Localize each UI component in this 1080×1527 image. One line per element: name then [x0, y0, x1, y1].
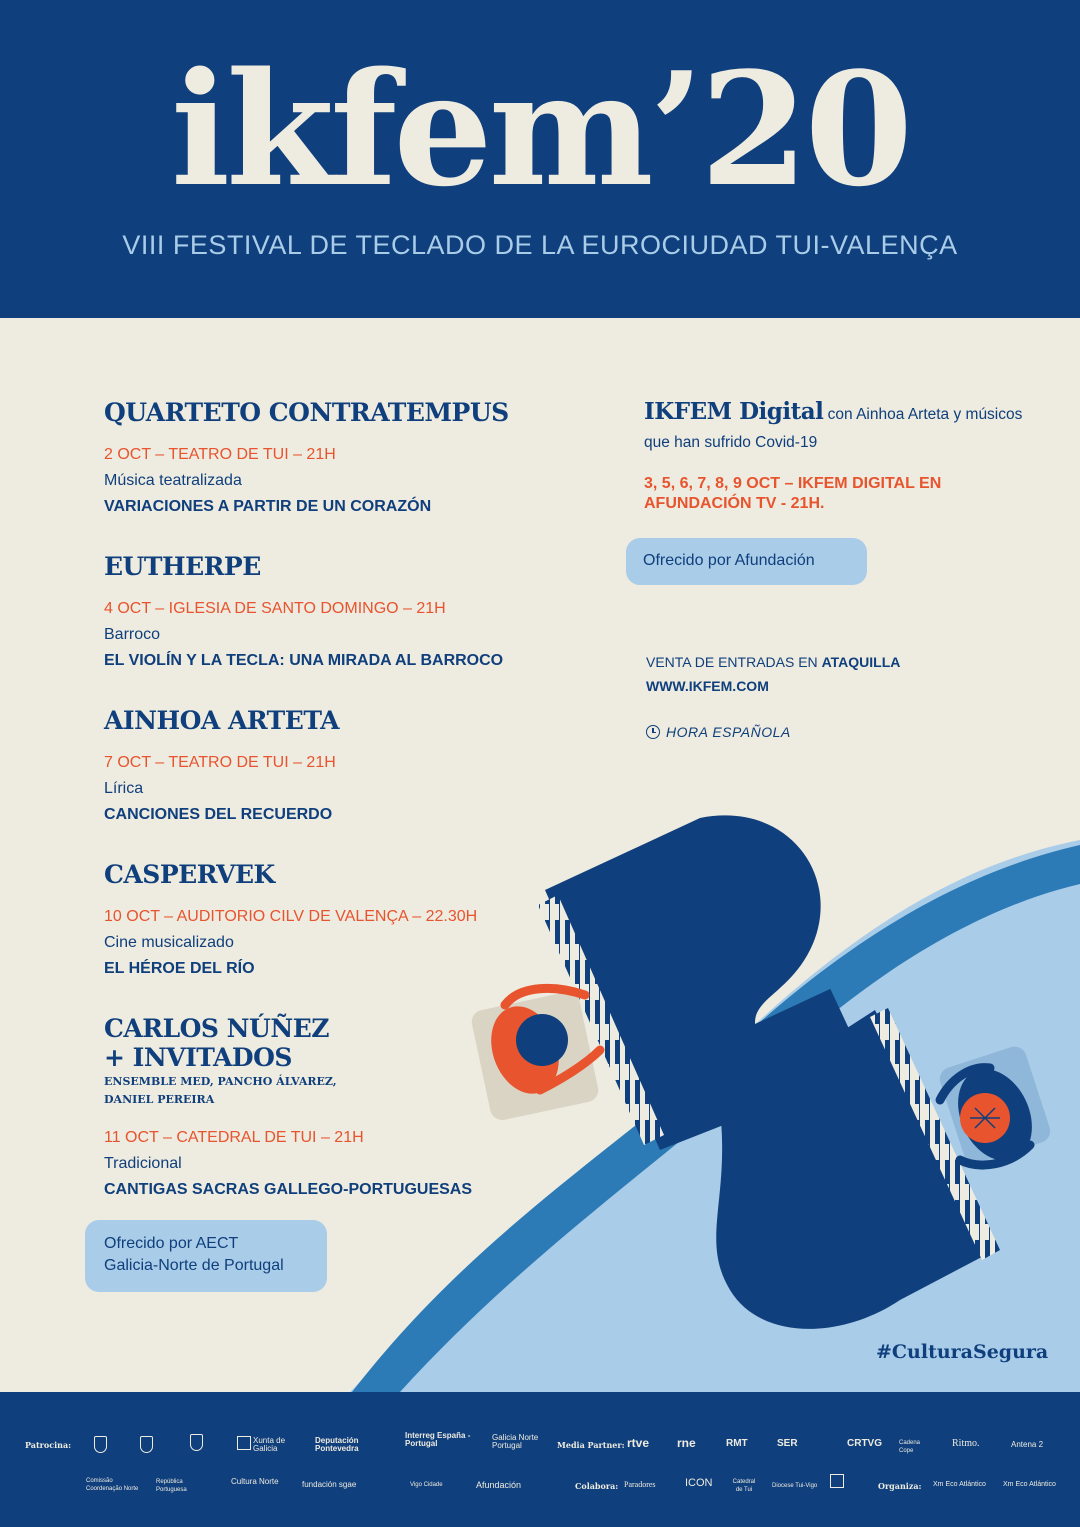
event-2-title: EUTHERPE: [104, 552, 261, 581]
media-partner-label: Media Partner:: [557, 1440, 625, 1450]
media-crtvg: CRTVG: [847, 1438, 882, 1449]
sponsor-catedral-tui: Catedral de Tui: [732, 1479, 756, 1493]
event-5-guests: ENSEMBLE MED, PANCHO ÁLVAREZ, DANIEL PEREIRA: [104, 1075, 337, 1106]
media-rmt: RMT: [726, 1438, 748, 1449]
sponsor-diocese: Diocese Tui-Vigo: [772, 1483, 818, 1489]
ticket-url-link[interactable]: WWW.IKFEM.COM: [646, 678, 769, 694]
sponsor-cultura-norte: Cultura Norte: [231, 1477, 279, 1486]
pianist-left-head: [516, 1014, 568, 1066]
sponsor-vigo: Vigo Cidade: [410, 1482, 443, 1488]
media-rtve: rtve: [627, 1436, 650, 1450]
event-1-date: 2 OCT – TEATRO DE TUI – 21H: [104, 446, 336, 463]
tui-emblem-icon: [830, 1474, 844, 1488]
event-5-work: CANTIGAS SACRAS GALLEGO-PORTUGUESAS: [104, 1181, 473, 1198]
event-1-genre: Música teatralizada: [104, 472, 242, 489]
sponsor-galicia-norte: Galicia Norte Portugal: [492, 1433, 539, 1450]
event-4-genre: Cine musicalizado: [104, 934, 234, 951]
event-4-title: CASPERVEK: [104, 860, 275, 889]
event-2-genre: Barroco: [104, 626, 161, 643]
sponsors-footer: [0, 1392, 1080, 1527]
sponsor-fundacion-sgae: fundación sgae: [302, 1480, 357, 1489]
organiza-label: Organiza:: [878, 1481, 922, 1491]
ikfem-digital-subtitle: con Ainhoa Arteta y músicos que han sufrido Covid-19: [644, 406, 1023, 451]
afundacion-pill-label: Ofrecido por Afundación: [643, 552, 815, 569]
event-3-title: AINHOA ARTETA: [104, 706, 339, 735]
event-5-title: CARLOS NÚÑEZ: [104, 1014, 329, 1043]
aect-line2: Galicia-Norte de Portugal: [104, 1257, 284, 1274]
media-cope: Cadena Cope: [899, 1440, 921, 1454]
sponsor-republica-portuguesa: República Portuguesa: [156, 1479, 187, 1493]
event-5-title-line2: + INVITADOS: [104, 1043, 292, 1072]
hashtag: #CulturaSegura: [876, 1341, 1049, 1363]
media-ritmo: Ritmo.: [952, 1438, 980, 1449]
sponsor-afundacion: Afundación: [476, 1480, 522, 1490]
ticket-sales-label: VENTA DE ENTRADAS EN: [646, 654, 818, 670]
event-2-work: EL VIOLÍN Y LA TECLA: UNA MIRADA AL BARROCO: [104, 652, 504, 669]
sponsor-paradores: Paradores: [624, 1480, 656, 1489]
ticket-sales-place: ATAQUILLA: [821, 654, 901, 670]
media-antena2: Antena 2: [1011, 1440, 1044, 1449]
colabora-label: Colabora:: [575, 1481, 619, 1491]
sponsor-icon: ICON: [685, 1477, 713, 1489]
event-5-date: 11 OCT – CATEDRAL DE TUI – 21H: [104, 1129, 364, 1146]
time-note-label: HORA ESPAÑOLA: [666, 724, 791, 740]
camara-valenca-shield-icon: [140, 1436, 153, 1453]
media-rne: rne: [677, 1436, 696, 1450]
event-4-work: EL HÉROE DEL RÍO: [104, 960, 255, 977]
organizer-2: Xm Eco Atlántico: [1003, 1481, 1056, 1488]
sponsor-ccdr-norte: Comissão Coordenação Norte: [86, 1478, 139, 1492]
event-4-date: 10 OCT – AUDITORIO CILV DE VALENÇA – 22.30H: [104, 908, 478, 925]
clock-icon: [646, 725, 660, 739]
ticket-sales-line: [646, 654, 900, 670]
aect-line1: Ofrecido por AECT: [104, 1235, 239, 1252]
event-3-genre: Lírica: [104, 780, 144, 797]
event-5-genre: Tradicional: [104, 1155, 182, 1172]
event-1-title: QUARTETO CONTRATEMPUS: [104, 398, 509, 427]
valenca-heart-icon: [190, 1434, 203, 1451]
ikfem-digital-title: IKFEM Digital: [644, 398, 824, 425]
concello-tui-shield-icon: [94, 1436, 107, 1453]
aect-sponsor-pill: [85, 1220, 327, 1292]
ikfem-digital-dates: 3, 5, 6, 7, 8, 9 OCT – IKFEM DIGITAL EN AFUNDACIÓN TV - 21H.: [644, 475, 942, 512]
event-3-work: CANCIONES DEL RECUERDO: [104, 806, 333, 823]
event-1-work: VARIACIONES A PARTIR DE UN CORAZÓN: [104, 498, 432, 515]
afundacion-pill: [626, 538, 867, 585]
sponsor-xunta: Xunta de Galicia: [253, 1436, 286, 1453]
sponsor-interreg: Interreg España - Portugal: [405, 1431, 471, 1448]
festival-logo: ikfem’20: [170, 38, 910, 221]
festival-subtitle: VIII FESTIVAL DE TECLADO DE LA EUROCIUDAD TUI-VALENÇA: [122, 230, 958, 260]
media-ser: SER: [777, 1438, 798, 1449]
patrocina-label: Patrocina:: [25, 1440, 72, 1450]
sponsor-deputacion: Deputación Pontevedra: [315, 1436, 359, 1453]
event-2-date: 4 OCT – IGLESIA DE SANTO DOMINGO – 21H: [104, 600, 446, 617]
ikfem-digital-heading: [644, 398, 1024, 457]
time-note: [646, 724, 791, 740]
event-3-date: 7 OCT – TEATRO DE TUI – 21H: [104, 754, 336, 771]
organizer-1: Xm Eco Atlántico: [933, 1481, 986, 1488]
xunta-flag-icon: [237, 1436, 251, 1450]
